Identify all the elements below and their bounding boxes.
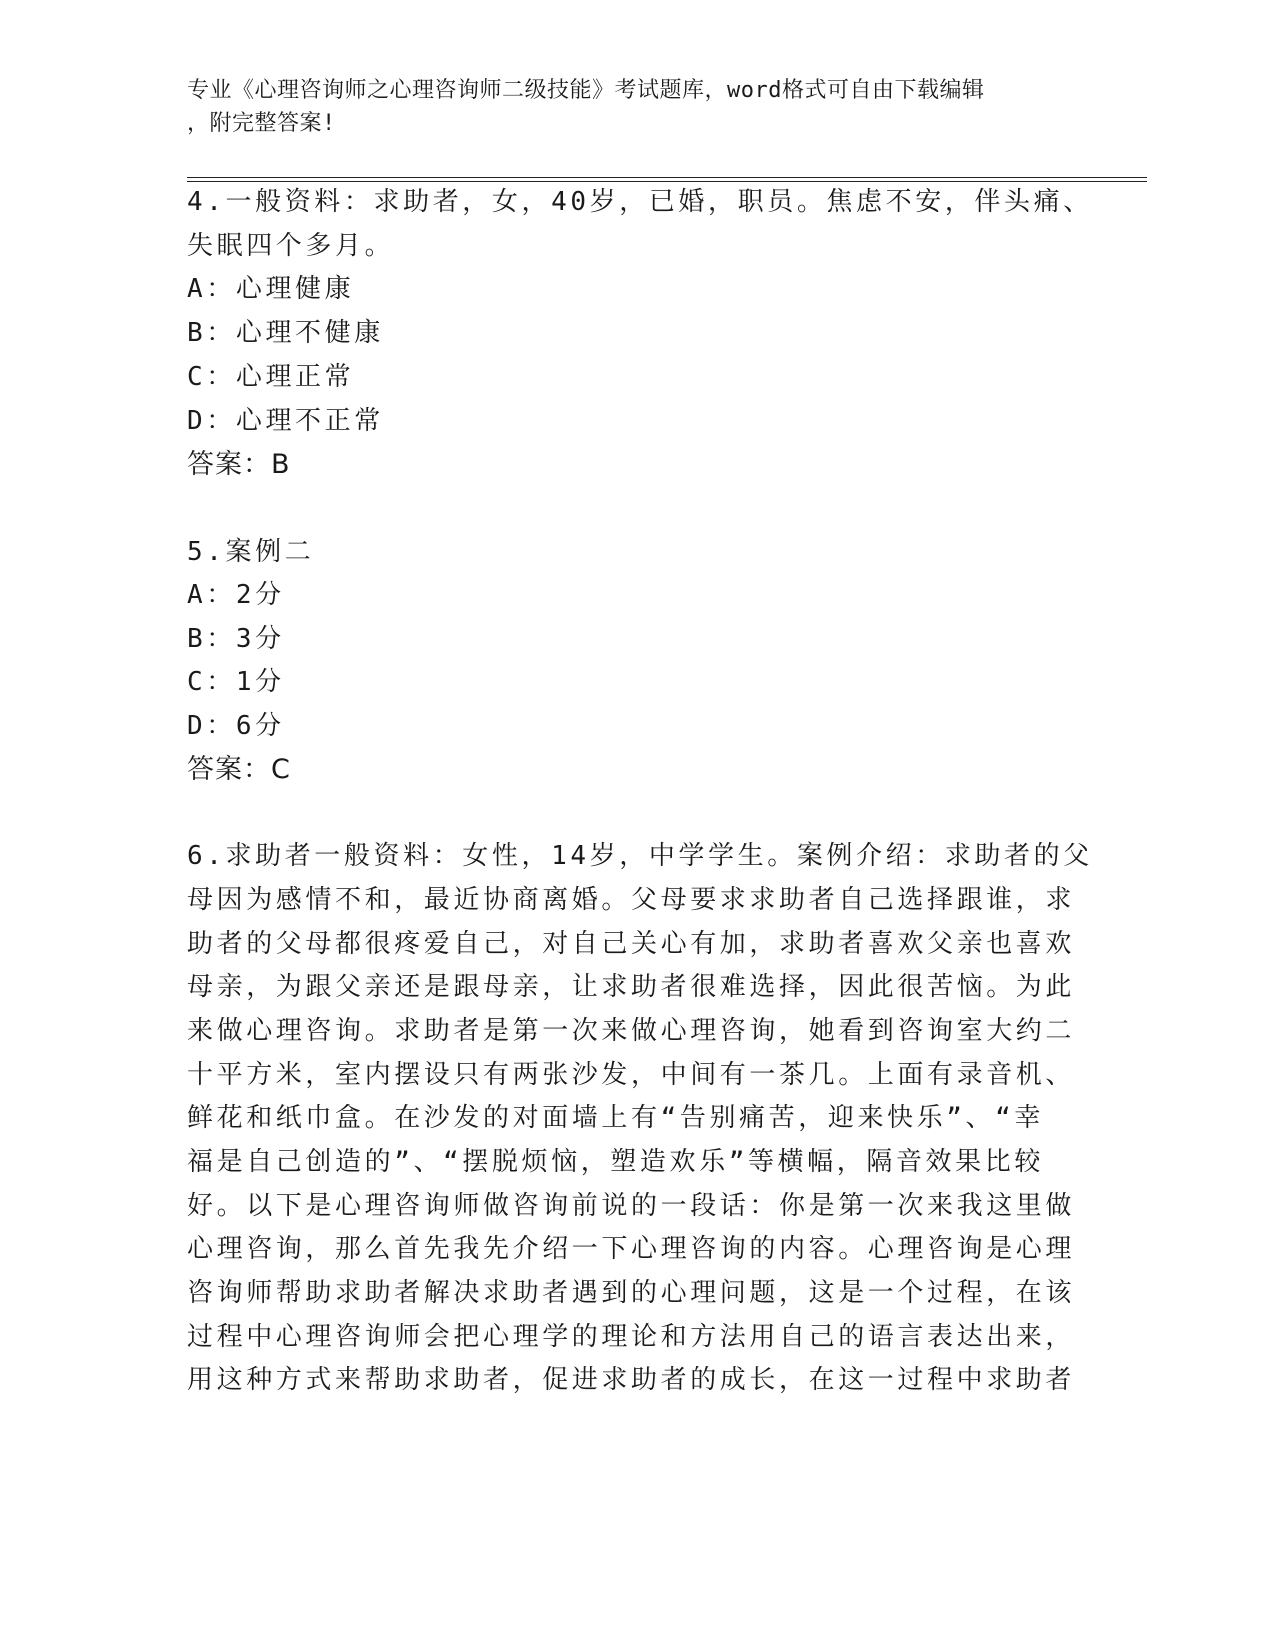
question-stem-line: 过程中心理咨询师会把心理学的理论和方法用自己的语言表达出来， [187,1322,1076,1352]
question-stem-line: 十平方米，室内摆设只有两张沙发，中间有一茶几。上面有录音机、 [187,1060,1076,1090]
question-stem-line: 母亲，为跟父亲还是跟母亲，让求助者很难选择，因此很苦恼。为此 [187,972,1076,1002]
question-stem-line: 4.一般资料：求助者，女，40岁，已婚，职员。焦虑不安，伴头痛、 [187,187,1093,217]
question-stem-line: 母因为感情不和，最近协商离婚。父母要求求助者自己选择跟谁，求 [187,885,1076,915]
option-c: C：心理正常 [187,362,355,392]
header-line-1: 专业《心理咨询师之心理咨询师二级技能》考试题库，word格式可自由下载编辑 [187,78,985,103]
document-header [187,74,1067,140]
question-stem-line: 福是自己创造的”、“摆脱烦恼，塑造欢乐”等横幅，隔音效果比较 [187,1147,1044,1177]
option-a: A：2分 [187,580,285,610]
option-c: C：1分 [187,667,285,697]
question-stem-line: 心理咨询，那么首先我先介绍一下心理咨询的内容。心理咨询是心理 [187,1234,1076,1264]
question-stem-line: 助者的父母都很疼爱自己，对自己关心有加，求助者喜欢父亲也喜欢 [187,929,1076,959]
question-stem-line: 咨询师帮助求助者解决求助者遇到的心理问题，这是一个过程，在该 [187,1278,1076,1308]
question-stem-line: 失眠四个多月。 [187,231,395,261]
question-stem-line: 好。以下是心理咨询师做咨询前说的一段话：你是第一次来我这里做 [187,1191,1076,1221]
option-d: D：心理不正常 [187,406,384,436]
question-stem-line: 来做心理咨询。求助者是第一次来做心理咨询，她看到咨询室大约二 [187,1016,1076,1046]
option-d: D：6分 [187,711,285,741]
question-stem-line: 用这种方式来帮助求助者，促进求助者的成长，在这一过程中求助者 [187,1365,1076,1395]
option-b: B：3分 [187,624,285,654]
option-b: B：心理不健康 [187,318,384,348]
question-stem-line: 6.求助者一般资料：女性，14岁，中学学生。案例介绍：求助者的父 [187,841,1093,871]
question-stem-line: 鲜花和纸巾盒。在沙发的对面墙上有“告别痛苦，迎来快乐”、“幸 [187,1103,1044,1133]
answer-label: 答案：C [187,754,291,785]
header-divider [187,177,1147,182]
option-a: A：心理健康 [187,274,355,304]
answer-label: 答案：B [187,449,291,480]
header-line-2: ，附完整答案! [187,111,336,136]
question-stem-line: 5.案例二 [187,537,315,567]
